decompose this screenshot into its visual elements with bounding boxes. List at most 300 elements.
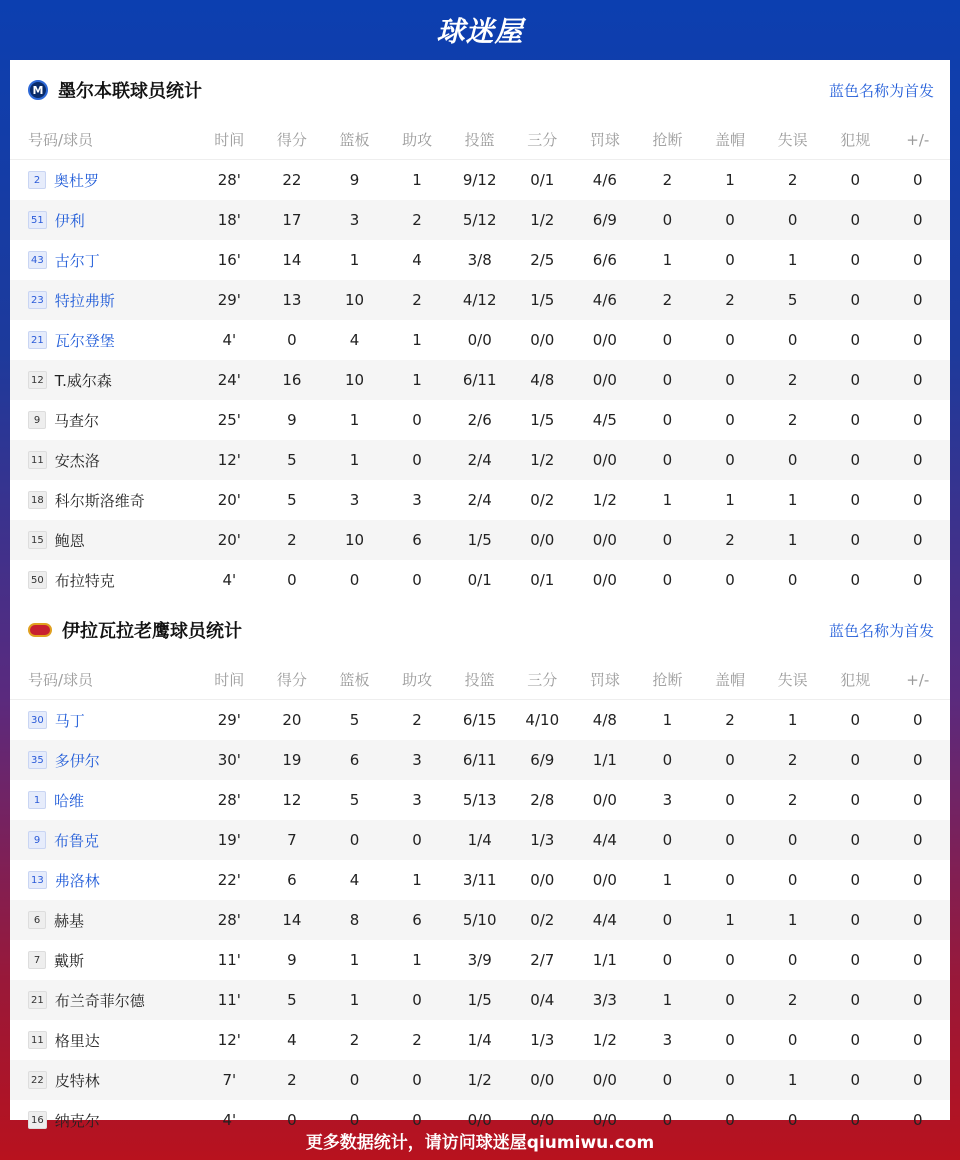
stat-cell: 0/0	[592, 1111, 617, 1129]
stat-cell: 0	[850, 571, 860, 589]
stat-cell: 0/1	[530, 171, 555, 189]
player-row	[10, 160, 950, 200]
player-cell	[28, 210, 198, 231]
stat-cell: 0	[913, 491, 923, 509]
stat-cell: 1	[787, 911, 798, 929]
stat-cell: 20	[282, 711, 302, 729]
stat-cell: 0	[662, 951, 673, 969]
stat-cell: 0/0	[530, 531, 555, 549]
stat-cell: 0	[850, 1031, 860, 1049]
player-name[interactable]: 布鲁克	[54, 831, 100, 850]
stat-cell: 1/3	[530, 831, 555, 849]
column-header-row	[10, 120, 950, 160]
stat-cell: 1	[412, 331, 422, 349]
stat-cell: 0/0	[592, 1071, 617, 1089]
stat-cell: 0	[725, 751, 735, 769]
player-row	[10, 240, 950, 280]
column-header: 篮板	[339, 671, 370, 689]
player-name[interactable]: 戴斯	[54, 951, 85, 970]
stat-cell: 0/2	[530, 491, 555, 509]
player-name[interactable]: 弗洛林	[54, 871, 100, 890]
stat-cell: 1	[725, 491, 735, 509]
player-name[interactable]: 赫基	[54, 911, 85, 930]
stat-cell: 6	[412, 911, 422, 929]
stat-cell: 2/5	[530, 251, 555, 269]
player-name[interactable]: 皮特林	[54, 1071, 100, 1090]
stat-cell: 0	[913, 411, 923, 429]
jersey-number: 21	[28, 331, 47, 349]
column-header: 犯规	[840, 131, 871, 149]
player-row	[10, 740, 950, 780]
stat-cell: 7	[287, 831, 297, 849]
column-header: 时间	[214, 671, 245, 689]
stat-cell: 0	[412, 571, 422, 589]
column-header: 罚球	[589, 671, 620, 689]
column-header: 投篮	[464, 131, 495, 149]
column-header: 号码/球员	[28, 131, 94, 149]
player-name[interactable]: 瓦尔登堡	[54, 331, 115, 350]
stat-cell: 0	[913, 451, 923, 469]
column-header: 犯规	[840, 671, 871, 689]
jersey-number: 11	[28, 1031, 47, 1049]
stat-cell: 0	[725, 951, 735, 969]
player-row	[10, 820, 950, 860]
stat-cell: 0	[850, 751, 860, 769]
stat-cell: 5	[349, 711, 360, 729]
stat-cell: 1	[662, 871, 673, 889]
stat-cell: 7'	[222, 1071, 237, 1089]
team-logo-icon: M	[28, 80, 48, 100]
stat-cell: 0/0	[592, 451, 617, 469]
stat-cell: 0	[850, 491, 860, 509]
player-cell	[28, 290, 198, 311]
stat-cell: 0	[287, 331, 297, 349]
stat-cell: 0	[662, 751, 673, 769]
stat-cell: 0	[662, 831, 673, 849]
stat-cell: 1/5	[467, 531, 492, 549]
player-name[interactable]: 奥杜罗	[54, 171, 100, 190]
stat-cell: 4/6	[592, 291, 617, 309]
stat-cell: 0/1	[530, 571, 555, 589]
stat-cell: 2	[725, 531, 735, 549]
stat-cell: 2	[412, 711, 422, 729]
stat-cell: 1	[725, 911, 735, 929]
starter-hint: 蓝色名称为首发	[828, 81, 934, 100]
player-name[interactable]: 鲍恩	[54, 531, 85, 550]
stat-cell: 0	[850, 251, 860, 269]
stat-cell: 8	[349, 911, 360, 929]
team-header	[10, 600, 950, 660]
stat-cell: 9/12	[462, 171, 497, 189]
player-name[interactable]: 科尔斯洛维奇	[54, 491, 145, 510]
stat-cell: 2/4	[467, 451, 492, 469]
stat-cell: 0/0	[467, 331, 492, 349]
player-cell	[28, 910, 198, 931]
stat-cell: 0/0	[530, 331, 555, 349]
stat-cell: 6	[287, 871, 297, 889]
stat-cell: 4	[349, 331, 360, 349]
player-name[interactable]: 布拉特克	[54, 571, 115, 590]
player-name[interactable]: 多伊尔	[54, 751, 100, 770]
player-name[interactable]: 伊利	[54, 211, 85, 230]
stat-cell: 3	[412, 491, 422, 509]
stat-cell: 0/4	[530, 991, 555, 1009]
column-header: 失误	[777, 671, 808, 689]
stat-cell: 1/2	[592, 491, 617, 509]
stat-cell: 0	[787, 211, 798, 229]
stat-cell: 0	[725, 1111, 735, 1129]
stat-cell: 0	[287, 1111, 297, 1129]
stat-cell: 14	[282, 251, 302, 269]
player-name[interactable]: 马丁	[54, 711, 85, 730]
stat-cell: 1/4	[467, 1031, 492, 1049]
stat-cell: 1/2	[467, 1071, 492, 1089]
player-cell	[28, 790, 198, 811]
stat-cell: 0	[913, 331, 923, 349]
stat-cell: 3	[662, 1031, 673, 1049]
player-row	[10, 900, 950, 940]
stat-cell: 30'	[217, 751, 241, 769]
player-row	[10, 440, 950, 480]
player-cell	[28, 750, 198, 771]
stat-cell: 4	[287, 1031, 297, 1049]
stat-cell: 4	[412, 251, 422, 269]
player-cell	[28, 830, 198, 851]
stat-cell: 12'	[217, 1031, 241, 1049]
stat-cell: 0	[725, 451, 735, 469]
stat-cell: 0	[850, 531, 860, 549]
player-name[interactable]: 马查尔	[54, 411, 100, 430]
stat-cell: 28'	[217, 171, 241, 189]
stat-cell: 0/1	[467, 571, 492, 589]
stat-cell: 0	[913, 1111, 923, 1129]
stat-cell: 0	[725, 211, 735, 229]
stat-cell: 1	[412, 171, 422, 189]
stat-cell: 24'	[217, 371, 241, 389]
jersey-number: 7	[28, 951, 46, 969]
player-cell	[28, 570, 198, 591]
stat-cell: 5	[349, 791, 360, 809]
stat-cell: 0	[913, 371, 923, 389]
stat-cell: 0	[349, 831, 360, 849]
stat-cell: 0	[913, 711, 923, 729]
stat-cell: 1	[787, 531, 798, 549]
player-row	[10, 780, 950, 820]
stat-cell: 0	[725, 371, 735, 389]
stat-cell: 2	[725, 291, 735, 309]
player-cell	[28, 710, 198, 731]
stat-cell: 4/6	[592, 171, 617, 189]
stat-cell: 0	[725, 1071, 735, 1089]
stat-cell: 0	[287, 571, 297, 589]
player-cell	[28, 170, 198, 191]
stat-cell: 9	[287, 411, 297, 429]
stat-cell: 0	[725, 571, 735, 589]
stat-cell: 17	[282, 211, 302, 229]
stat-cell: 2	[787, 791, 798, 809]
stat-cell: 0	[725, 791, 735, 809]
stat-cell: 19'	[217, 831, 241, 849]
stat-cell: 0	[787, 871, 798, 889]
player-cell	[28, 1030, 198, 1051]
stat-cell: 0/0	[467, 1111, 492, 1129]
stat-cell: 2	[662, 171, 673, 189]
stat-cell: 5	[287, 451, 297, 469]
stat-cell: 0	[787, 1111, 798, 1129]
stat-cell: 0	[787, 1031, 798, 1049]
stat-cell: 6	[349, 751, 360, 769]
player-name[interactable]: 纳克尔	[54, 1111, 100, 1130]
stat-cell: 2	[787, 171, 798, 189]
stat-cell: 0	[349, 571, 360, 589]
stat-cell: 25'	[217, 411, 241, 429]
jersey-number: 35	[28, 751, 47, 769]
stat-cell: 1	[787, 1071, 798, 1089]
jersey-number: 15	[28, 531, 47, 549]
stat-cell: 6	[412, 531, 422, 549]
column-header: 时间	[214, 131, 245, 149]
stat-cell: 5	[287, 991, 297, 1009]
stat-cell: 0/0	[592, 571, 617, 589]
jersey-number: 9	[28, 831, 46, 849]
jersey-number: 11	[28, 451, 47, 469]
stat-cell: 1	[787, 491, 798, 509]
stat-cell: 0	[349, 1111, 360, 1129]
stat-cell: 2	[787, 371, 798, 389]
stat-cell: 0	[412, 1071, 422, 1089]
stat-cell: 29'	[217, 711, 241, 729]
player-row	[10, 560, 950, 600]
stat-cell: 20'	[217, 491, 241, 509]
player-row	[10, 980, 950, 1020]
stat-cell: 0	[850, 831, 860, 849]
team-title-text: 墨尔本联球员统计	[58, 81, 202, 102]
stat-cell: 2	[725, 711, 735, 729]
stat-cell: 0	[850, 171, 860, 189]
stat-cell: 0	[913, 871, 923, 889]
stat-cell: 1/4	[467, 831, 492, 849]
stat-cell: 12'	[217, 451, 241, 469]
player-name[interactable]: 特拉弗斯	[54, 291, 115, 310]
stat-cell: 0	[913, 991, 923, 1009]
stat-cell: 0	[725, 831, 735, 849]
jersey-number: 13	[28, 871, 47, 889]
jersey-number: 1	[28, 791, 46, 809]
stat-cell: 1	[662, 991, 673, 1009]
stat-cell: 3	[349, 491, 360, 509]
jersey-number: 43	[28, 251, 47, 269]
column-header: 罚球	[589, 131, 620, 149]
stat-cell: 2/4	[467, 491, 492, 509]
stat-cell: 3	[412, 751, 422, 769]
player-cell	[28, 490, 198, 511]
stat-cell: 4/5	[592, 411, 617, 429]
player-row	[10, 400, 950, 440]
stat-cell: 0	[662, 911, 673, 929]
stat-cell: 5	[287, 491, 297, 509]
player-row	[10, 520, 950, 560]
player-name[interactable]: 哈维	[54, 791, 85, 810]
player-cell	[28, 990, 198, 1011]
column-header: 号码/球员	[28, 671, 94, 689]
player-cell	[28, 530, 198, 551]
stat-cell: 0	[850, 711, 860, 729]
stat-cell: 0	[913, 1071, 923, 1089]
stat-cell: 0	[913, 251, 923, 269]
jersey-number: 18	[28, 491, 47, 509]
stat-cell: 1	[412, 371, 422, 389]
player-cell	[28, 250, 198, 271]
team-title	[28, 617, 242, 643]
stat-cell: 0	[850, 291, 860, 309]
team-logo-icon	[28, 623, 52, 637]
stat-cell: 0/0	[530, 1071, 555, 1089]
player-row	[10, 200, 950, 240]
team-title	[28, 77, 202, 103]
jersey-number: 30	[28, 711, 47, 729]
player-row	[10, 1060, 950, 1100]
stat-cell: 3/3	[592, 991, 617, 1009]
stat-cell: 1	[349, 991, 360, 1009]
team-header	[10, 60, 950, 120]
stat-cell: 0	[662, 411, 673, 429]
stat-cell: 0	[725, 331, 735, 349]
column-header: 助攻	[402, 671, 433, 689]
column-header: 盖帽	[715, 131, 746, 149]
stat-cell: 0	[787, 331, 798, 349]
stat-cell: 2/6	[467, 411, 492, 429]
stat-cell: 0/0	[592, 871, 617, 889]
stat-cell: 0	[850, 951, 860, 969]
stat-cell: 0	[913, 791, 923, 809]
brand-logo: 球迷屋	[436, 15, 524, 48]
player-cell	[28, 410, 198, 431]
stat-cell: 0	[662, 531, 673, 549]
stat-cell: 1	[412, 871, 422, 889]
stat-cell: 0	[412, 831, 422, 849]
stat-cell: 1	[662, 711, 673, 729]
stat-cell: 4/4	[592, 831, 617, 849]
stat-cell: 6/9	[592, 211, 617, 229]
stat-cell: 4/10	[525, 711, 560, 729]
team-section-melbourne	[10, 60, 950, 600]
stat-cell: 0	[787, 951, 798, 969]
stat-cell: 11'	[217, 991, 241, 1009]
stat-cell: 5/10	[462, 911, 497, 929]
column-header: 盖帽	[715, 671, 746, 689]
stat-cell: 0	[662, 1071, 673, 1089]
stat-cell: 19	[282, 751, 302, 769]
column-header: 投篮	[464, 671, 495, 689]
stat-cell: 9	[287, 951, 297, 969]
stat-cell: 0	[412, 991, 422, 1009]
stat-cell: 0	[662, 1111, 673, 1129]
stat-cell: 10	[344, 291, 365, 309]
stat-cell: 1/1	[592, 751, 617, 769]
player-name[interactable]: 安杰洛	[54, 451, 100, 470]
player-name[interactable]: 格里达	[54, 1031, 100, 1050]
stat-cell: 4	[349, 871, 360, 889]
stat-cell: 1/5	[530, 291, 555, 309]
player-row	[10, 940, 950, 980]
stat-cell: 3	[349, 211, 360, 229]
stat-cell: 2	[787, 991, 798, 1009]
stat-cell: 6/6	[592, 251, 617, 269]
stat-cell: 4/8	[592, 711, 617, 729]
stat-cell: 0	[412, 411, 422, 429]
jersey-number: 50	[28, 571, 47, 589]
column-header: 抢断	[652, 131, 683, 149]
column-header: 得分	[276, 671, 307, 689]
stat-cell: 4/8	[530, 371, 555, 389]
stat-cell: 0	[913, 751, 923, 769]
jersey-number: 9	[28, 411, 46, 429]
stat-cell: 14	[282, 911, 302, 929]
footer-link[interactable]: 更多数据统计，请访问球迷屋qiumiwu.com	[305, 1132, 655, 1153]
stat-cell: 6/15	[462, 711, 497, 729]
stat-cell: 0	[913, 571, 923, 589]
stat-cell: 4/4	[592, 911, 617, 929]
stat-cell: 0/0	[592, 791, 617, 809]
stat-cell: 0	[349, 1071, 360, 1089]
player-row	[10, 360, 950, 400]
stat-cell: 0	[850, 991, 860, 1009]
stat-cell: 0	[850, 791, 860, 809]
stat-cell: 5/13	[462, 791, 497, 809]
stat-cell: 0	[913, 531, 923, 549]
stat-cell: 0	[725, 411, 735, 429]
player-name[interactable]: 古尔丁	[54, 251, 100, 270]
stat-cell: 3	[662, 791, 673, 809]
player-cell	[28, 330, 198, 351]
stat-cell: 0	[913, 831, 923, 849]
column-header: +/-	[906, 130, 930, 149]
stat-cell: 2	[287, 531, 297, 549]
stat-cell: 0	[913, 171, 923, 189]
stat-cell: 4'	[222, 1111, 237, 1129]
stat-cell: 0	[662, 211, 673, 229]
stat-cell: 2	[787, 751, 798, 769]
stat-cell: 5/12	[462, 211, 497, 229]
stat-cell: 2/8	[530, 791, 555, 809]
player-name[interactable]: T.威尔森	[54, 371, 112, 390]
player-row	[10, 320, 950, 360]
stat-cell: 0	[662, 571, 673, 589]
jersey-number: 51	[28, 211, 47, 229]
stat-cell: 9	[349, 171, 360, 189]
stat-cell: 0/0	[530, 1111, 555, 1129]
stat-cell: 0/0	[592, 331, 617, 349]
player-cell	[28, 370, 198, 391]
stat-cell: 0/0	[592, 531, 617, 549]
column-header: 篮板	[339, 131, 370, 149]
stat-cell: 1	[662, 491, 673, 509]
column-header: 三分	[527, 671, 558, 689]
column-header-row	[10, 660, 950, 700]
team-title-text: 伊拉瓦拉老鹰球员统计	[62, 621, 242, 642]
stat-cell: 5	[787, 291, 798, 309]
jersey-number: 22	[28, 1071, 47, 1089]
stat-cell: 0	[850, 871, 860, 889]
stat-cell: 0	[850, 331, 860, 349]
starter-hint: 蓝色名称为首发	[828, 621, 934, 640]
stat-cell: 0	[850, 1071, 860, 1089]
stat-cell: 1/3	[530, 1031, 555, 1049]
stat-cell: 1/2	[530, 211, 555, 229]
stat-cell: 0	[725, 1031, 735, 1049]
stats-panel	[10, 60, 950, 1130]
player-name[interactable]: 布兰奇菲尔德	[54, 991, 145, 1010]
